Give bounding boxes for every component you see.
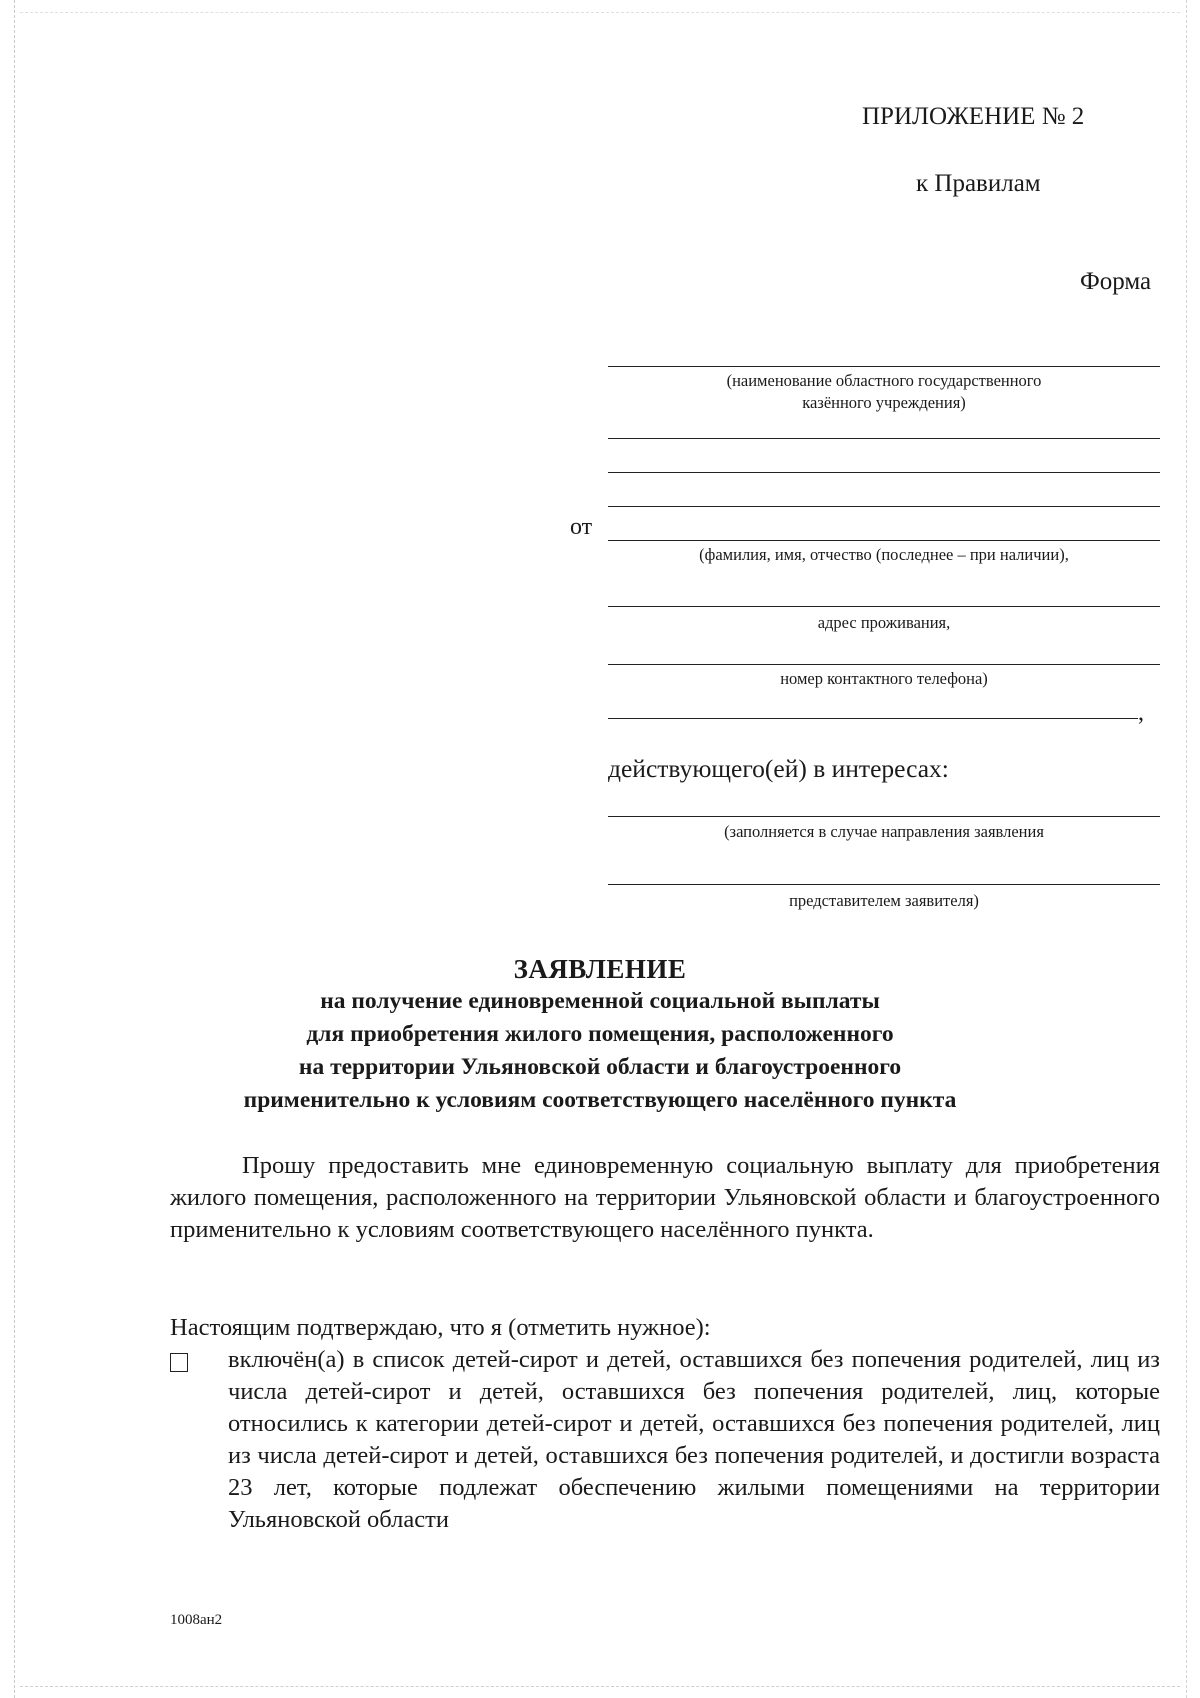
name-caption: (фамилия, имя, отчество (последнее – при наличии), xyxy=(699,545,1069,564)
comma-mark: , xyxy=(1138,700,1144,726)
title-line-4: применительно к условиям соответствующего населённого пункта xyxy=(243,1087,957,1113)
institution-caption-1: (наименование областного государственного xyxy=(726,371,1042,390)
representative-caption-1: (заполняется в случае направления заявления xyxy=(724,822,1044,841)
address-field-line[interactable] xyxy=(608,606,1160,607)
to-rules-label: к Правилам xyxy=(916,170,1041,197)
title-line-1: на получение единовременной социальной выплаты xyxy=(320,988,880,1014)
address-caption: адрес проживания, xyxy=(817,613,951,632)
option1-checkbox[interactable] xyxy=(170,1353,188,1372)
acting-label: действующего(ей) в интересах: xyxy=(608,754,949,783)
option1-text: включён(а) в список детей-сирот и детей, оставшихся без попечения родителей, лиц из числа детей-сирот и детей, оставшихся без попечения родителей, лиц, которые относились к категории детей-сирот и детей, оставшихся без попечения родителей, лиц из числа детей-сирот и детей, оставшихся без попечения родителей, и достигли возраста 23 лет, которые подлежат обеспечению жилыми помещениями на территории Ульяновской области xyxy=(228,1346,1160,1533)
extra-field-line[interactable] xyxy=(608,718,1138,719)
scan-edge-top xyxy=(20,12,1180,13)
scan-edge-left xyxy=(14,0,15,1698)
title-line-2: для приобретения жилого помещения, расположенного xyxy=(306,1021,894,1047)
blank-line-3[interactable] xyxy=(608,506,1160,507)
document-code: 1008ан2 xyxy=(170,1612,223,1628)
from-label: от xyxy=(570,514,593,540)
representative-field-line-2[interactable] xyxy=(608,884,1160,885)
name-field-line[interactable] xyxy=(608,540,1160,541)
document-title: ЗАЯВЛЕНИЕ xyxy=(513,954,687,984)
blank-line-2[interactable] xyxy=(608,472,1160,473)
title-line-3: на территории Ульяновской области и благоустроенного xyxy=(298,1054,902,1080)
form-label: Форма xyxy=(1080,268,1152,295)
representative-caption-2: представителем заявителя) xyxy=(789,891,979,910)
scan-edge-right xyxy=(1186,0,1187,1698)
scan-edge-bottom xyxy=(20,1686,1180,1687)
institution-field-line[interactable] xyxy=(608,366,1160,367)
appendix-label: ПРИЛОЖЕНИЕ № 2 xyxy=(862,103,1085,130)
phone-field-line[interactable] xyxy=(608,664,1160,665)
request-paragraph: Прошу предоставить мне единовременную социальную выплату для приобретения жилого помещения, расположенного на территории Ульяновской области и благоустроенного применительно к условиям соответствующего населённого пункта. xyxy=(170,1152,1160,1243)
representative-field-line[interactable] xyxy=(608,816,1160,817)
institution-caption-2: казённого учреждения) xyxy=(802,393,966,412)
phone-caption: номер контактного телефона) xyxy=(780,669,988,688)
blank-line-1[interactable] xyxy=(608,438,1160,439)
confirm-statement: Настоящим подтверждаю, что я (отметить нужное): xyxy=(170,1314,711,1341)
